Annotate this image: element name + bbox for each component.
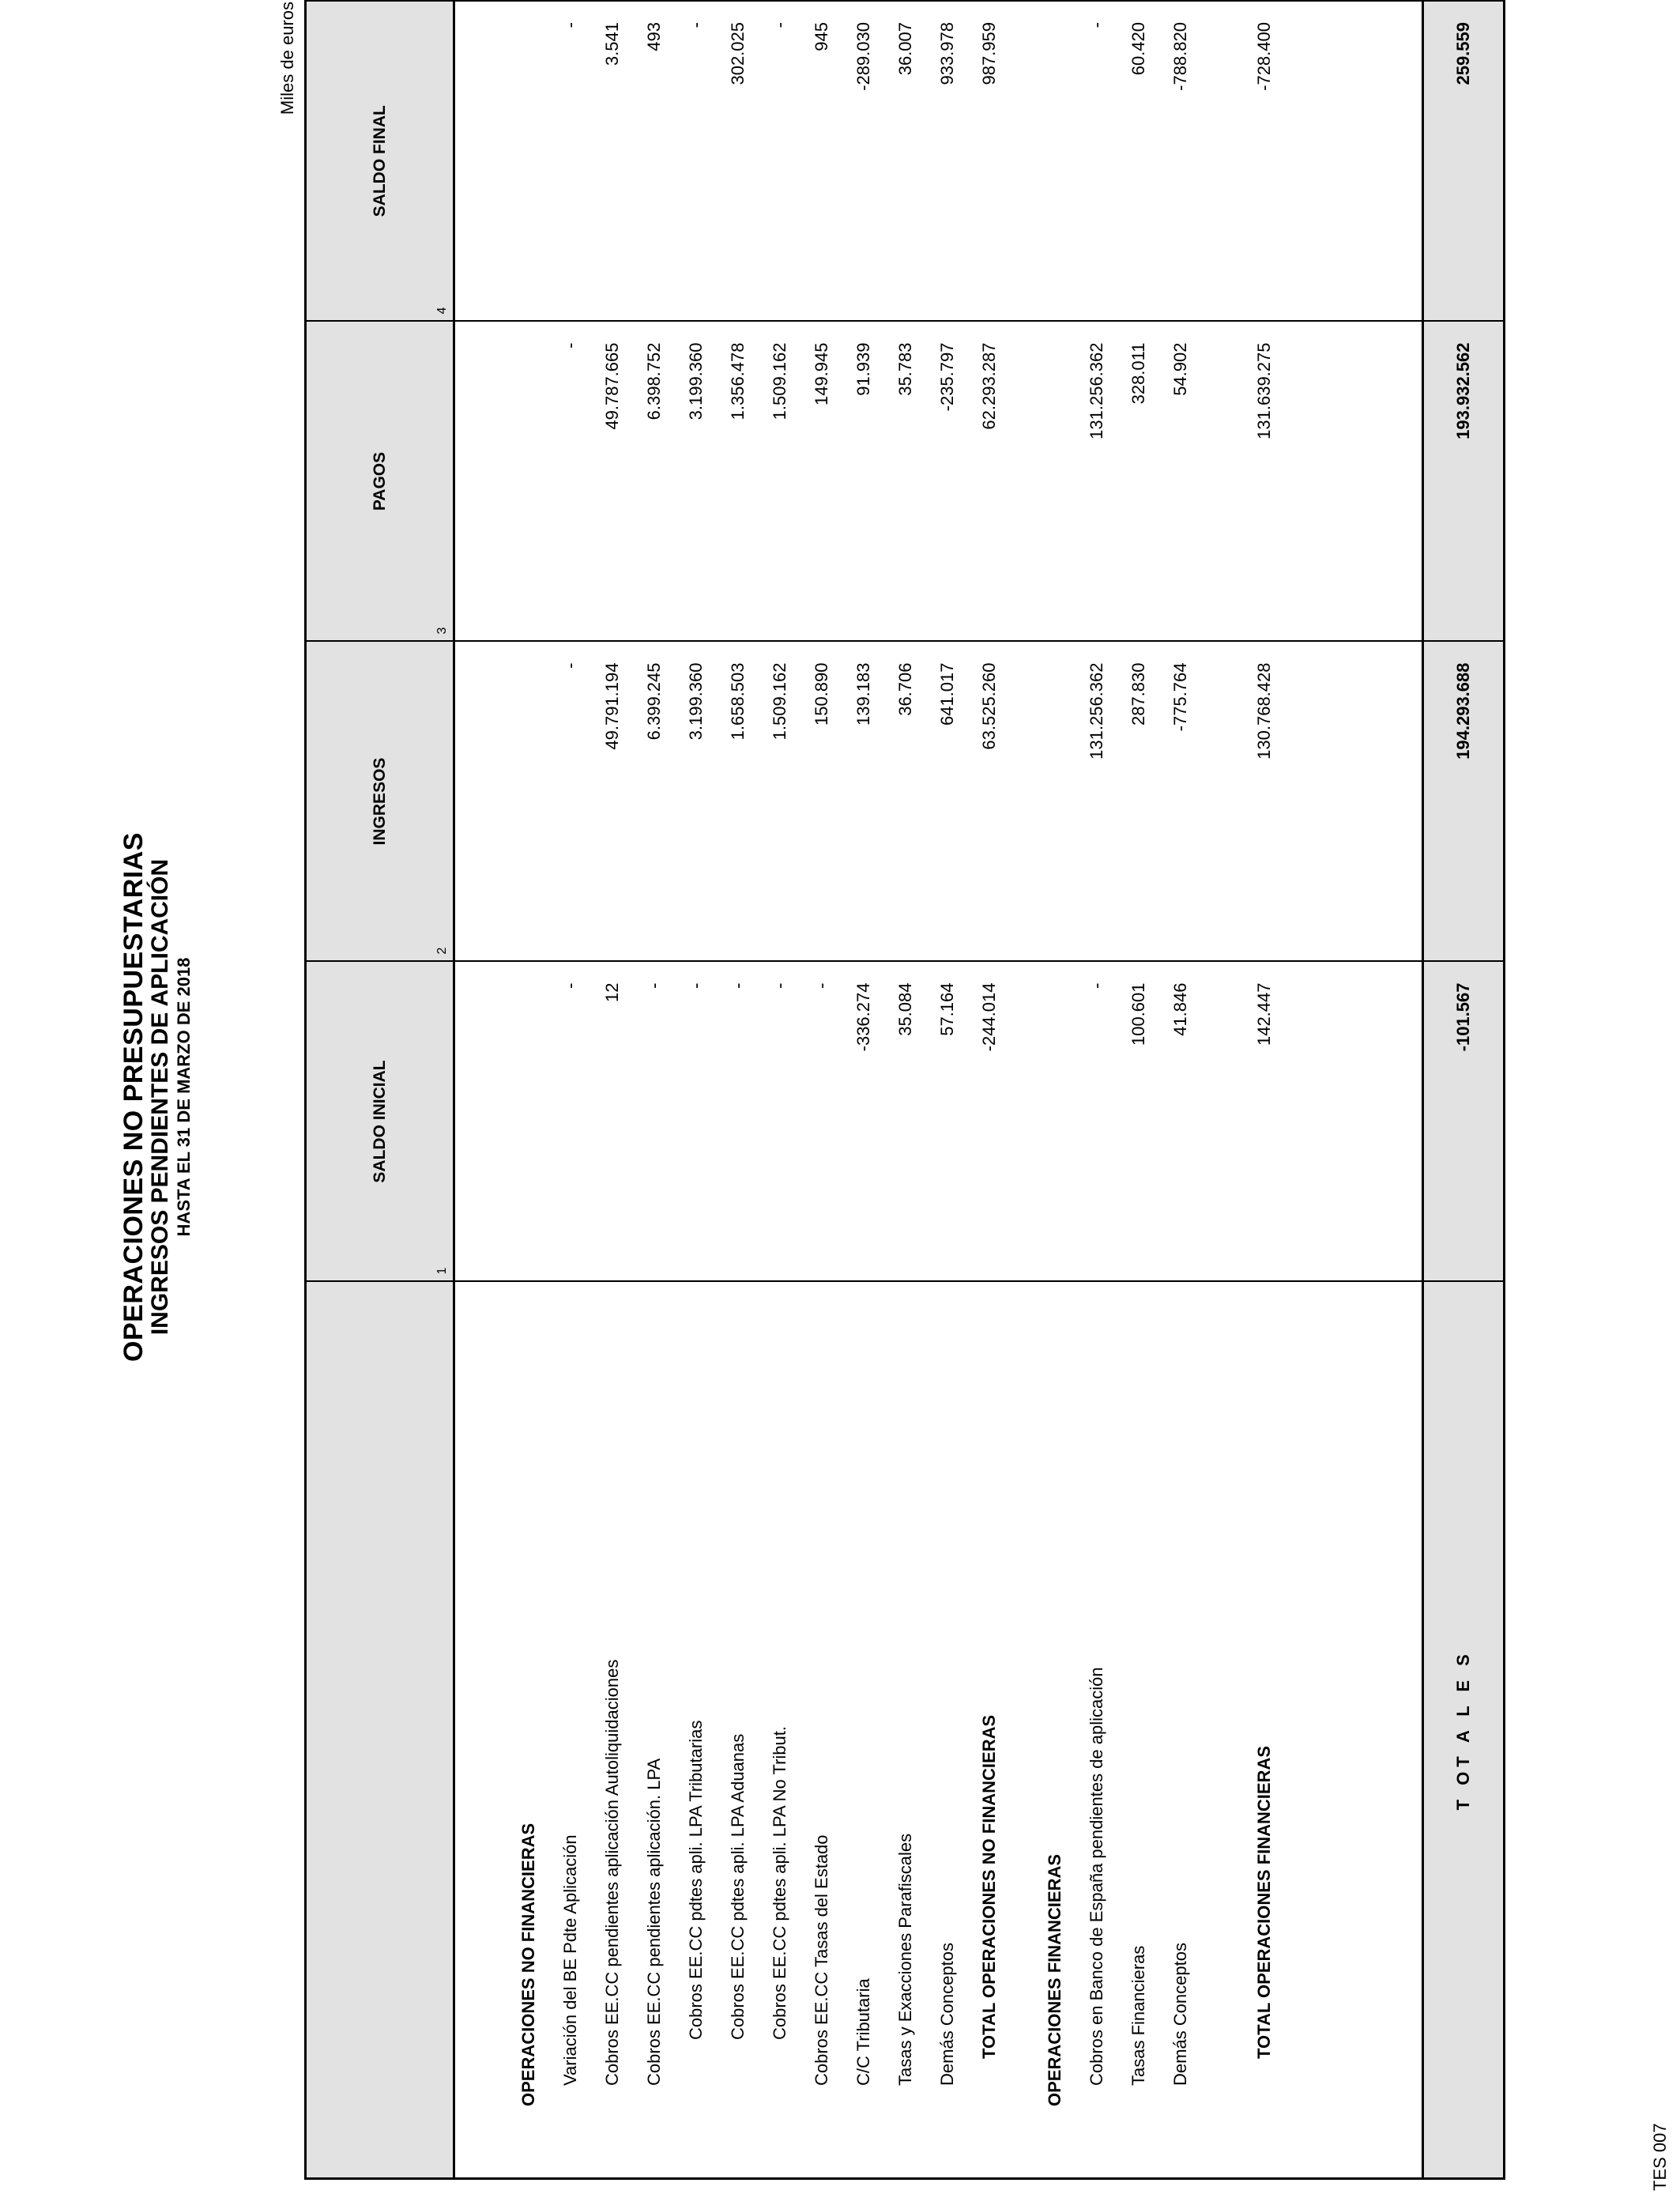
subtotal-row-non-financial [958,1,1000,2179]
cell-saldo-final: 945 [790,1,832,322]
cell-ingresos: 641.017 [916,642,958,962]
cell-pagos: 328.011 [1107,322,1149,642]
table-row [832,1,874,2179]
cell-pagos: -235.797 [916,322,958,642]
cell-pagos: 62.293.287 [958,322,1000,642]
cell-saldo-inicial: -244.014 [958,962,1000,1282]
section-title: OPERACIONES NO FINANCIERAS [497,1282,539,2179]
cell-saldo-inicial: - [623,962,665,1282]
cell-pagos: 131.639.275 [1233,322,1275,642]
cell-saldo-final: 302.025 [706,1,748,322]
table-row [539,1,581,2179]
cell-saldo-final: 36.007 [874,1,916,322]
cell-saldo-final: - [539,1,581,322]
cell-saldo-final: - [665,1,706,322]
table-row [1065,1,1107,2179]
header-saldo-final [306,1,454,322]
grand-total-label: T OT A L E S [1423,1282,1505,2179]
cell-saldo-inicial: 142.447 [1233,962,1275,1282]
cell-ingresos: 3.199.360 [665,642,706,962]
table-row [706,1,748,2179]
cell-saldo-final: -289.030 [832,1,874,322]
report-title: OPERACIONES NO PRESUPUESTARIAS [119,832,149,1362]
row-label: Cobros EE.CC pdtes apli. LPA Aduanas [706,1282,748,2179]
cell-ingresos: 1.509.162 [748,642,790,962]
table-row [623,1,665,2179]
row-label: Cobros en Banco de España pendientes de aplicación [1065,1282,1107,2179]
cell-ingresos: 150.890 [790,642,832,962]
table-row [581,1,623,2179]
grand-total-row [1423,1,1505,2179]
header-saldo-final-label: SALDO FINAL [370,105,389,217]
spacer-row [1191,1,1233,2179]
row-label: C/C Tributaria [832,1282,874,2179]
cell-pagos: 193.932.562 [1423,322,1505,642]
cell-saldo-final: 987.959 [958,1,1000,322]
empty-cell [497,642,539,962]
cell-pagos: 91.939 [832,322,874,642]
cell-pagos: 54.902 [1149,322,1191,642]
column-number: 1 [435,1267,449,1275]
cell-saldo-inicial: - [790,962,832,1282]
empty-cell [1023,322,1065,642]
row-label: Tasas Financieras [1107,1282,1149,2179]
cell-saldo-inicial: - [706,962,748,1282]
row-label: Cobros EE.CC pendientes aplicación Autoliquidaciones [581,1282,623,2179]
cell-ingresos: 1.658.503 [706,642,748,962]
cell-saldo-final: - [748,1,790,322]
table-row [874,1,916,2179]
report-subtitle: INGRESOS PENDIENTES DE APLICACIÓN [147,858,173,1336]
subtotal-row-financial [1233,1,1275,2179]
cell-ingresos: - [539,642,581,962]
section-title: OPERACIONES FINANCIERAS [1023,1282,1065,2179]
table-row [748,1,790,2179]
cell-saldo-inicial: - [748,962,790,1282]
cell-ingresos: 6.399.245 [623,642,665,962]
header-ingresos-label: INGRESOS [370,757,389,846]
cell-saldo-inicial: 57.164 [916,962,958,1282]
cell-saldo-final: 60.420 [1107,1,1149,322]
cell-pagos: 1.356.478 [706,322,748,642]
table-row [790,1,832,2179]
cell-saldo-inicial: 35.084 [874,962,916,1282]
cell-ingresos: 287.830 [1107,642,1149,962]
cell-saldo-final: 259.559 [1423,1,1505,322]
header-ingresos [306,642,454,962]
section-header-non-financial [497,1,539,2179]
table-row [1149,1,1191,2179]
subtotal-label: TOTAL OPERACIONES FINANCIERAS [1233,1282,1275,2179]
cell-saldo-final: 3.541 [581,1,623,322]
spacer-row [1000,1,1023,2179]
document-code: TES 007 [1650,2123,1670,2191]
cell-pagos: 3.199.360 [665,322,706,642]
row-label: Cobros EE.CC Tasas del Estado [790,1282,832,2179]
cell-ingresos: 131.256.362 [1065,642,1107,962]
header-pagos [306,322,454,642]
cell-ingresos: -775.764 [1149,642,1191,962]
header-saldo-inicial-label: SALDO INICIAL [370,1060,389,1183]
cell-saldo-inicial: 100.601 [1107,962,1149,1282]
table-row [1107,1,1149,2179]
spacer-row [454,1,498,2179]
cell-saldo-inicial: - [539,962,581,1282]
column-number: 2 [435,947,449,955]
cell-ingresos: 130.768.428 [1233,642,1275,962]
cell-saldo-inicial: 12 [581,962,623,1282]
data-table [304,0,1505,2180]
header-saldo-inicial [306,962,454,1282]
cell-ingresos: 139.183 [832,642,874,962]
cell-pagos: 49.787.665 [581,322,623,642]
empty-cell [497,1,539,322]
cell-saldo-final: -728.400 [1233,1,1275,322]
row-label: Cobros EE.CC pendientes aplicación. LPA [623,1282,665,2179]
cell-pagos: - [539,322,581,642]
empty-cell [1023,642,1065,962]
cell-ingresos: 194.293.688 [1423,642,1505,962]
cell-ingresos: 63.525.260 [958,642,1000,962]
table-row [665,1,706,2179]
row-label: Tasas y Exacciones Parafiscales [874,1282,916,2179]
table-row [916,1,958,2179]
row-label: Demás Conceptos [1149,1282,1191,2179]
cell-saldo-inicial: -336.274 [832,962,874,1282]
units-label: Miles de euros [277,2,297,115]
cell-pagos: 149.945 [790,322,832,642]
header-row [306,1,454,2179]
column-number: 3 [435,627,449,635]
cell-pagos: 131.256.362 [1065,322,1107,642]
section-header-financial [1023,1,1065,2179]
empty-cell [1023,1,1065,322]
header-pagos-label: PAGOS [370,451,389,511]
cell-pagos: 1.509.162 [748,322,790,642]
empty-cell [1023,962,1065,1282]
empty-cell [497,322,539,642]
cell-saldo-final: -788.820 [1149,1,1191,322]
row-label: Variación del BE Pdte Aplicación [539,1282,581,2179]
cell-ingresos: 36.706 [874,642,916,962]
cell-ingresos: 49.791.194 [581,642,623,962]
data-table-wrapper [277,2,1505,2180]
cell-saldo-inicial: 41.846 [1149,962,1191,1282]
filler-row [1275,1,1423,2179]
report-date: HASTA EL 31 DE MARZO DE 2018 [174,957,194,1237]
cell-pagos: 6.398.752 [623,322,665,642]
cell-saldo-inicial: -101.567 [1423,962,1505,1282]
column-number: 4 [435,307,449,315]
cell-saldo-inicial: - [1065,962,1107,1282]
row-label: Cobros EE.CC pdtes apli. LPA Tributarias [665,1282,706,2179]
header-concept [306,1282,454,2179]
row-label: Cobros EE.CC pdtes apli. LPA No Tribut. [748,1282,790,2179]
row-label: Demás Conceptos [916,1282,958,2179]
cell-saldo-final: 493 [623,1,665,322]
cell-saldo-final: 933.978 [916,1,958,322]
cell-saldo-final: - [1065,1,1107,322]
cell-saldo-inicial: - [665,962,706,1282]
subtotal-label: TOTAL OPERACIONES NO FINANCIERAS [958,1282,1000,2179]
empty-cell [497,962,539,1282]
cell-pagos: 35.783 [874,322,916,642]
